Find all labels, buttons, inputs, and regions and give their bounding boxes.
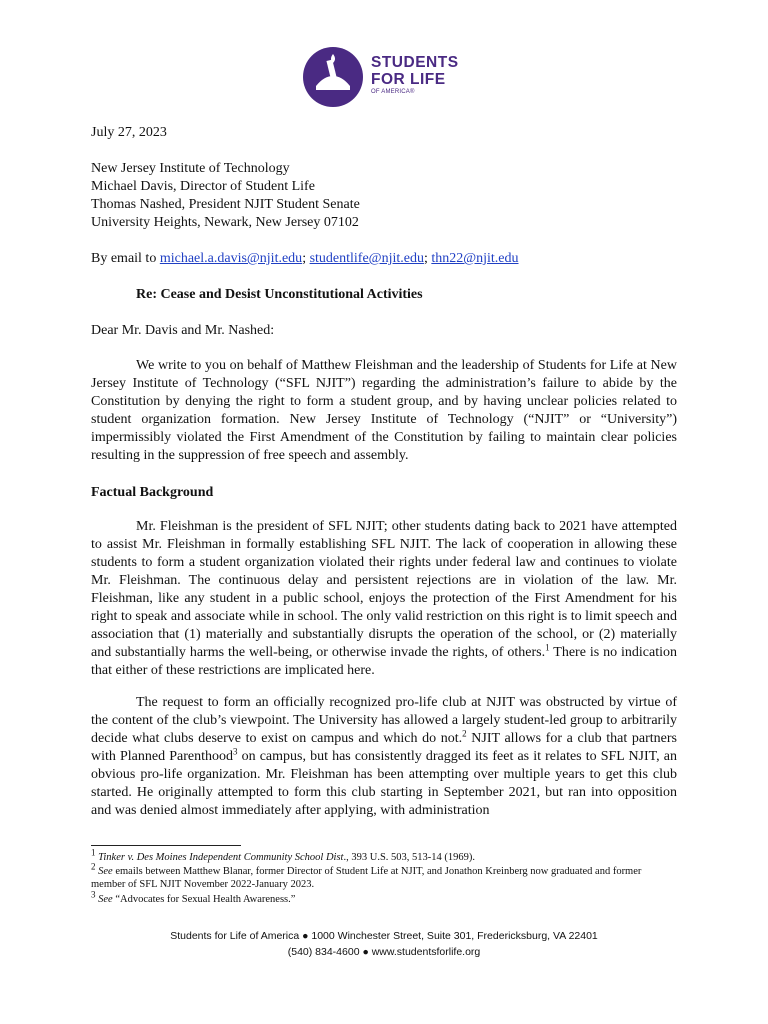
footnote-1-case-name: Tinker v. Des Moines Independent Community School Dist: [98, 852, 344, 863]
address-line-1: New Jersey Institute of Technology: [91, 161, 290, 176]
logo-text-students: STUDENTS: [371, 54, 459, 71]
heading-factual-background: Factual Background: [91, 485, 214, 500]
footnote-1-number: 1: [91, 847, 96, 858]
email-link-davis[interactable]: michael.a.davis@njit.edu: [159, 251, 303, 266]
footnote-1-citation: ., 393 U.S. 503, 513-14 (1969).: [343, 852, 476, 863]
footnote-ref-2: 2: [462, 728, 467, 739]
footnote-divider: [91, 845, 241, 846]
footer-contact: (540) 834-4600 ● www.studentsforlife.org: [287, 946, 481, 958]
paragraph-factual-1-tail: There is no indication that either of these restrictions are implicated here.: [91, 645, 677, 678]
logo-text-for-life: FOR LIFE: [371, 71, 446, 88]
footnote-3-text: “Advocates for Sexual Health Awareness.”: [112, 894, 296, 905]
footnote-2-text: emails between Matthew Blanar, former Director of Student Life at NJIT, and Jonathon Kreinberg now graduated and former member of SFL NJIT November 2022-January 2023.: [91, 866, 642, 890]
paragraph-factual-2-part3: on campus, but has consistently dragged its feet as it relates to SFL NJIT, an obvious pro-life organization. Mr. Fleishman has been attempting over multiple years to get this club started. He originally attempted to form this club starting in September 2021, but ran into opposition and was denied almost immediately after applying, with administration: [91, 749, 677, 818]
footnote-2-see: See: [98, 866, 113, 877]
footer-address: Students for Life of America ● 1000 Winchester Street, Suite 301, Fredericksburg, VA 22401: [170, 930, 598, 942]
logo-emblem-icon: [302, 46, 364, 108]
letter-date: July 27, 2023: [91, 125, 167, 140]
paragraph-factual-2-part2: NJIT allows for a club that partners with Planned Parenthood: [91, 731, 677, 764]
paragraph-factual-1-text: Mr. Fleishman is the president of SFL NJIT; other students dating back to 2021 have attempted to assist Mr. Fleishman in formally establishing SFL NJIT. The lack of cooperation in allowing these students to form a student organization violated their rights under federal law and continues to violate Mr. Fleishman. The continuous delay and persistent rejections are in violation of the law. Mr. Fleishman, like any student in a public school, enjoys the protection of the First Amendment for his right to speak and associate while in school. The only valid restriction on this right is to limit speech and association that (1) materially and substantially disrupts the operation of the school, or (2) materially and substantially harms the well-being, or otherwise invade the rights, of others.: [91, 519, 677, 660]
logo-text-of-america: OF AMERICA®: [371, 89, 415, 95]
students-for-life-logo: [302, 46, 482, 108]
footnote-2: [91, 861, 677, 891]
address-line-3: Thomas Nashed, President NJIT Student Senate: [91, 197, 360, 212]
address-line-2: Michael Davis, Director of Student Life: [91, 179, 315, 194]
paragraph-factual-2-part1: The request to form an officially recognized pro-life club at NJIT was obstructed by virtue of the content of the club’s viewpoint. The University has allowed a largely student-led group to arbitrarily decide what clubs deserve to exist on campus and which do not.: [91, 695, 677, 746]
email-link-studentlife[interactable]: studentlife@njit.edu: [309, 251, 424, 266]
email-line: [91, 250, 677, 268]
paragraph-factual-1: [91, 518, 677, 680]
footnote-ref-3: 3: [232, 746, 238, 757]
email-separator: ;: [423, 251, 432, 266]
salutation: Dear Mr. Davis and Mr. Nashed:: [91, 323, 275, 338]
footnote-2-number: 2: [91, 861, 96, 872]
paragraph-intro: We write to you on behalf of Matthew Fleishman and the leadership of Students for Life at New Jersey Institute of Technology (“SFL NJIT”) regarding the administration’s failure to abide by the Constitution by denying the right to form a student group, and by having unclear policies related to student organization formation. New Jersey Institute of Technology (“NJIT” or “University”) impermissibly violated the First Amendment of the Constitution by failing to maintain clear policies resulting in the suppression of free speech and assembly.: [91, 358, 677, 463]
footnote-3-see: See: [98, 894, 113, 905]
re-line: Re: Cease and Desist Unconstitutional Activities: [136, 287, 423, 302]
footnote-1: [91, 847, 677, 865]
footnote-3-number: 3: [91, 889, 96, 900]
footnote-3: [91, 889, 677, 907]
address-line-4: University Heights, Newark, New Jersey 07102: [91, 215, 359, 230]
paragraph-factual-2: [91, 694, 677, 820]
email-link-thn22[interactable]: thn22@njit.edu: [431, 251, 519, 266]
footnote-ref-1: 1: [545, 642, 550, 653]
email-prefix: By email to: [91, 251, 160, 266]
email-separator: ;: [302, 251, 310, 266]
